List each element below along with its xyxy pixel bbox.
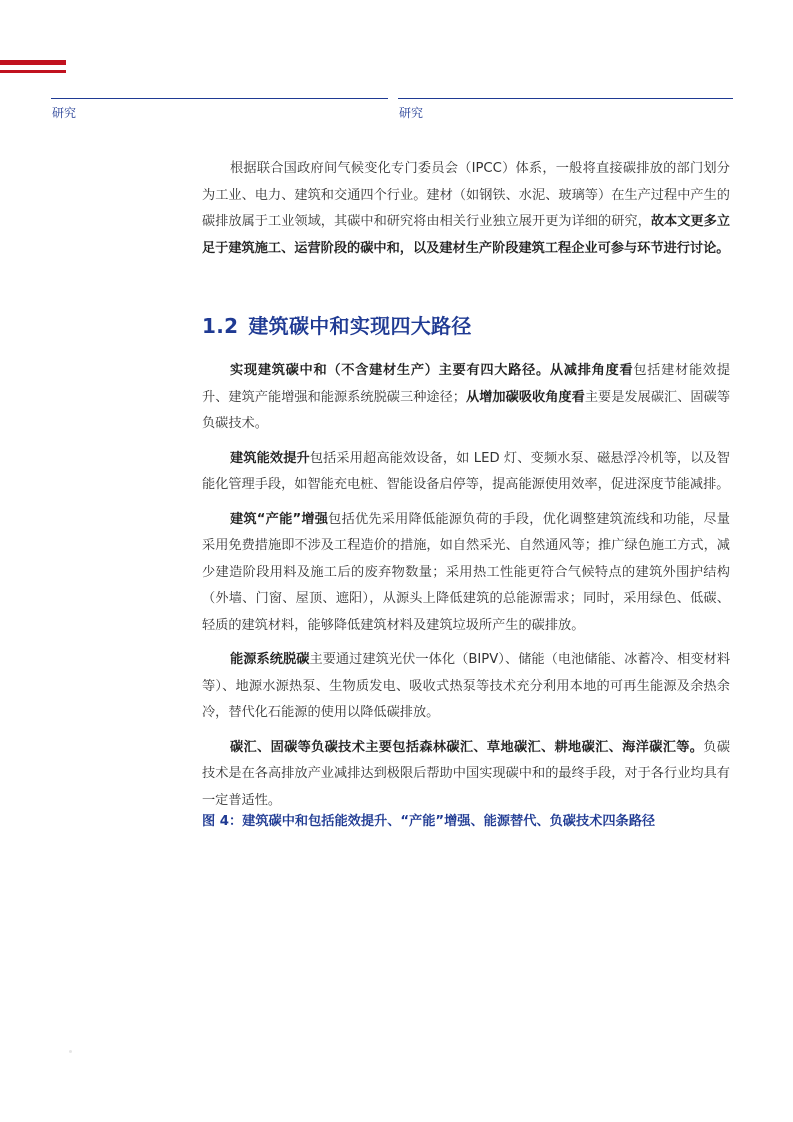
p2-text: 包括采用超高能效设备，如 LED 灯、变频水泵、磁悬浮冷机等，以及智能化管理手段，如智能充电桩、智能设备启停等，提高能源使用效率，促进深度节能减排。 bbox=[202, 450, 730, 492]
p1-bold-1: 实现建筑碳中和（不含建材生产）主要有四大路径。从减排角度看 bbox=[230, 363, 634, 378]
p4-bold: 能源系统脱碳 bbox=[230, 652, 310, 667]
header-accent-bar-top bbox=[0, 60, 66, 65]
article-body bbox=[202, 156, 730, 814]
p3-bold: 建筑“产能”增强 bbox=[230, 511, 329, 527]
paragraph-energy-efficiency bbox=[202, 446, 730, 499]
p1-text-2: 主要是发展碳汇、固碳等负碳技术。 bbox=[202, 389, 731, 431]
page-dot bbox=[69, 1050, 72, 1053]
intro-paragraph bbox=[202, 156, 730, 262]
header-rule-left bbox=[51, 98, 388, 99]
header-accent-bar-bottom bbox=[0, 70, 66, 73]
p5-bold: 碳汇、固碳等负碳技术主要包括森林碳汇、草地碳汇、耕地碳汇、海洋碳汇等。 bbox=[230, 739, 704, 755]
p2-bold: 建筑能效提升 bbox=[230, 450, 310, 466]
intro-bold: 故本文更多立足于建筑施工、运营阶段的碳中和，以及建材生产阶段建筑工程企业可参与环节进行讨论。 bbox=[202, 214, 731, 256]
section-title-text: 建筑碳中和实现四大路径 bbox=[248, 314, 472, 338]
p3-text: 包括优先采用降低能源负荷的手段，优化调整建筑流线和功能，尽量采用免费措施即不涉及工程造价的措施，如自然采光、自然通风等；推广绿色施工方式，减少建造阶段用料及施工后的废弃物数量；采用热工性能更符合气候特点的建筑外围护结构（外墙、门窗、屋顶、遮阳），从源头上降低建筑的总能源需求；同时，采用绿色、低碳、轻质的建筑材料，能够降低建筑材料及建筑垃圾所产生的碳排放。 bbox=[202, 511, 730, 633]
header-label-left: 研究 bbox=[52, 106, 77, 120]
figure-caption: 图 4：建筑碳中和包括能效提升、“产能”增强、能源替代、负碳技术四条路径 bbox=[202, 814, 656, 829]
p4-text: 主要通过建筑光伏一体化（BIPV）、储能（电池储能、冰蓄冷、相变材料等）、地源水源热泵、生物质发电、吸收式热泵等技术充分利用本地的可再生能源及余热余冷，替代化石能源的使用以降低碳排放。 bbox=[202, 652, 731, 720]
p5-text: 负碳技术是在各高排放产业减排达到极限后帮助中国实现碳中和的最终手段，对于各行业均具有一定普适性。 bbox=[202, 739, 731, 808]
paragraph-four-paths bbox=[202, 358, 730, 438]
p1-bold-2: 从增加碳吸收角度看 bbox=[466, 389, 585, 405]
p1-text-1: 包括建材能效提升、建筑产能增强和能源系统脱碳三种途径； bbox=[202, 363, 731, 405]
intro-text: 根据联合国政府间气候变化专门委员会（IPCC）体系，一般将直接碳排放的部门划分为工业、电力、建筑和交通四个行业。建材（如钢铁、水泥、玻璃等）在生产过程中产生的碳排放属于工业领域，其碳中和研究将由相关行业独立展开更为详细的研究， bbox=[202, 161, 730, 229]
section-number: 1.2 bbox=[202, 314, 239, 338]
paragraph-energy-decarbonization bbox=[202, 647, 730, 727]
paragraph-capacity bbox=[202, 507, 730, 640]
paragraph-carbon-sink bbox=[202, 735, 730, 815]
header-rule-right bbox=[398, 98, 733, 99]
header-label-right: 研究 bbox=[399, 106, 424, 120]
section-heading bbox=[202, 310, 730, 339]
